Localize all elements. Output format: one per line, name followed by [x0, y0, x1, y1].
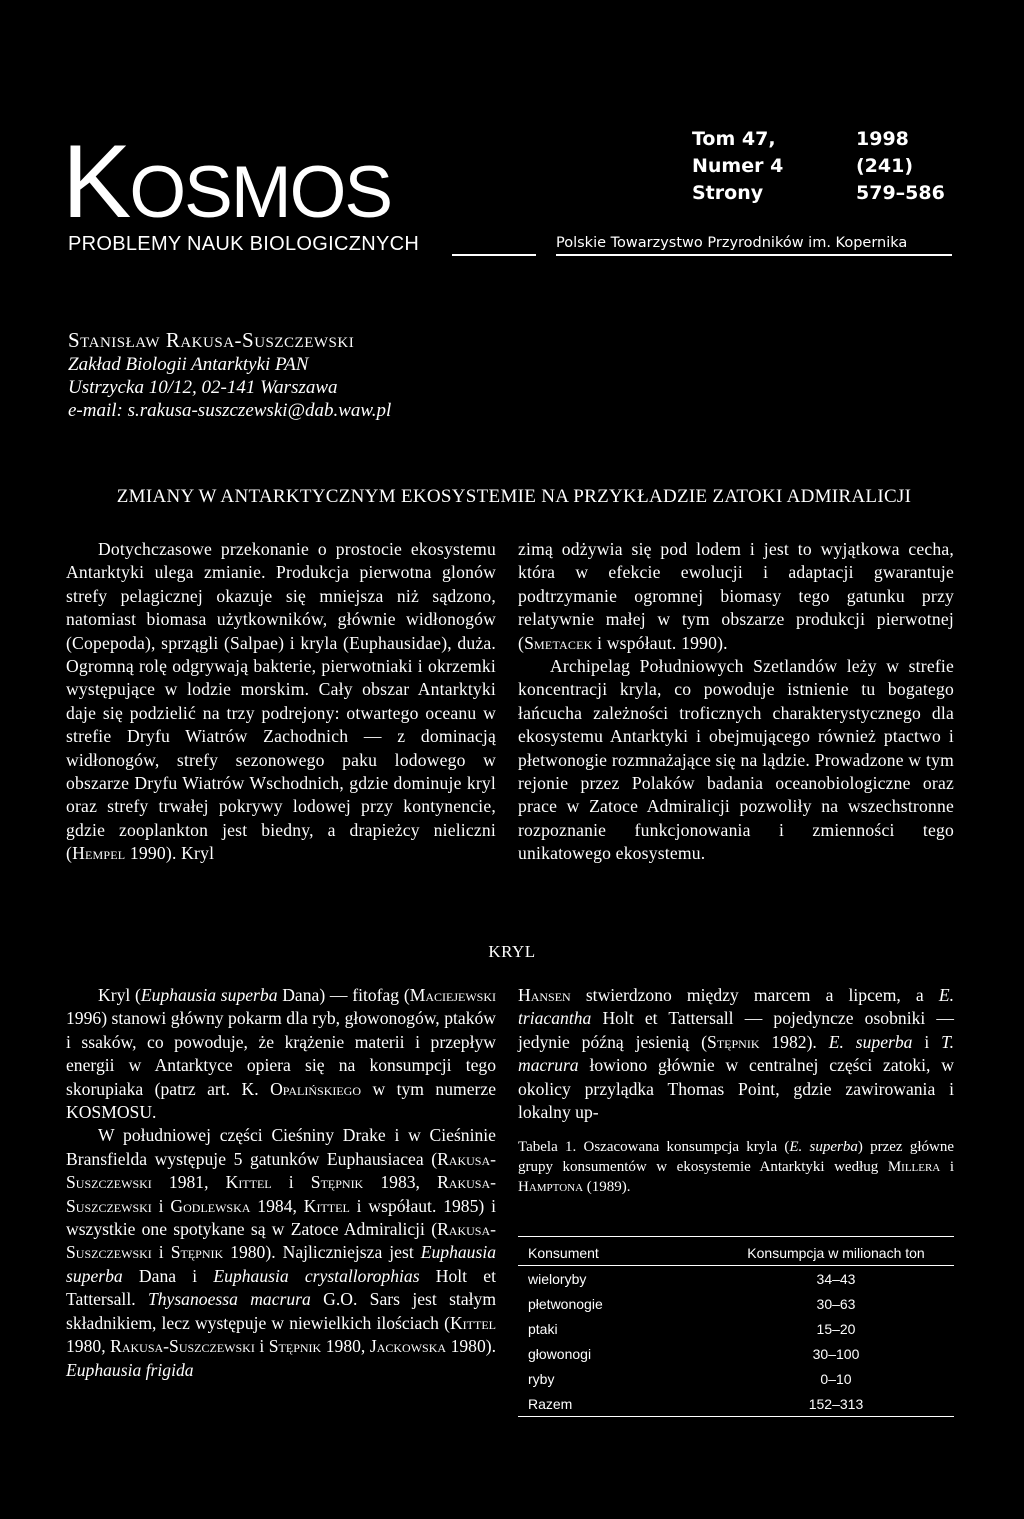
society-name: Polskie Towarzystwo Przyrodników im. Kopernika	[556, 235, 908, 251]
abstract-paragraph-2: Archipelag Południowych Szetlandów leży w strefie koncentracji kryla, co powoduje istnienie tu bogatego łańcucha zależności troficznych charakterystycznego dla ekosystemu Antarktyki i obejmującego również ptactwo i płetwonogie rozmnażające się na lądzie. Prowadzone w tym rejonie przez Polaków badania oceanobiologiczne oraz prace w Zatoce Admiralicji pozwoliły na wszechstronne rozpoznanie funkcjonowania i zmienności tego unikatowego ekosystemu.	[518, 656, 954, 864]
author-address: Ustrzycka 10/12, 02-141 Warszawa	[68, 377, 338, 398]
table-cell-name: głowonogi	[528, 1345, 592, 1362]
volume-value: 1998	[856, 128, 909, 150]
header-rule-left	[452, 254, 536, 256]
body-paragraph-1: Kryl (Euphausia superba Dana) — fitofag (Maciejewski 1996) stanowi główny pokarm dla ryb, głowonogów, ptaków i ssaków, co powoduje, że krążenie materii i przepływ energii w Antarktyce opiera się na konsumpcji tego skorupiaka (patrz art. K. Opalińskiego w tym numerze KOSMOSU.	[66, 985, 496, 1123]
table-row	[518, 1366, 954, 1391]
volume-label: Tom 47,	[692, 128, 776, 150]
abstract-left-column	[66, 538, 496, 866]
section-heading: KRYL	[488, 942, 536, 961]
table-header-consumer: Konsument	[528, 1245, 599, 1261]
table-cell-value: 152–313	[808, 1395, 864, 1412]
table-cell-value: 30–100	[812, 1345, 860, 1362]
number-value: (241)	[856, 155, 914, 177]
table-row	[518, 1291, 954, 1316]
table-cell-name: płetwonogie	[528, 1295, 603, 1312]
body-paragraph-continued: Hansen stwierdzono między marcem a lipcem, a E. triacantha Holt et Tattersall — pojedyncze osobniki — jedynie późną jesienią (Stępnik 1982). E. superba i T. macrura łowiono głównie w centralnej części zatoki, w okolicy przylądka Thomas Point, gdzie zawirowania i lokalny up-	[518, 985, 955, 1123]
pages-label: Strony	[692, 182, 764, 204]
citation: Smetacek	[524, 632, 593, 653]
table-cell-value: 34–43	[816, 1270, 856, 1287]
author-name: Stanisław Rakusa-Suszczewski	[68, 328, 355, 352]
author-affiliation-block	[68, 353, 391, 422]
author-email: e-mail: s.rakusa-suszczewski@dab.waw.pl	[68, 400, 392, 421]
body-left-column	[66, 984, 496, 1382]
table-caption: Tabela 1. Oszacowana konsumpcja kryla (E. superba) przez główne grupy konsumentów w ekosystemie Antarktyki według Millera i Hamptona (1989).	[518, 1139, 954, 1195]
table-cell-value: 15–20	[816, 1320, 856, 1337]
table-cell-name: ptaki	[528, 1320, 558, 1337]
abstract-paragraph: Dotychczasowe przekonanie o prostocie ekosystemu Antarktyki ulega zmianie. Produkcja pierwotna glonów strefy pelagicznej okazuje się mniejsza niż sądzono, natomiast biomasa użytkowników, głównie widłonogów (Copepoda), sprzągli (Salpae) i kryla (Euphausidae), duża. Ogromną rolę odgrywają bakterie, pierwotniaki i okrzemki występujące w lodzie morskim. Cały obszar Antarktyki daje się podzielić na trzy podrejony: otwartego oceanu w strefie Dryfu Wiatrów Zachodnich — z dominacją widłonogów, strefy sezonowego paku lodowego w obszarze Dryfu Wiatrów Wschodnich, gdzie dominuje kryl oraz strefy trwałej pokrywy lodowej przy kontynencie, gdzie zooplankton jest biedny, a drapieżcy nieliczni (Hempel 1990). Kryl	[66, 539, 496, 864]
article-title: ZMIANY W ANTARKTYCZNYM EKOSYSTEMIE NA PRZYKŁADZIE ZATOKI ADMIRALICJI	[116, 486, 912, 507]
table-cell-name: ryby	[528, 1370, 555, 1387]
consumption-table	[518, 1236, 954, 1417]
table-cell-name: Razem	[528, 1395, 573, 1412]
table-header-row	[518, 1237, 954, 1266]
table-row	[518, 1341, 954, 1366]
pages-value: 579–586	[856, 182, 945, 204]
journal-subtitle: PROBLEMY NAUK BIOLOGICZNYCH	[68, 233, 420, 255]
citation: Hempel	[72, 843, 126, 864]
table-cell-name: wieloryby	[528, 1270, 587, 1287]
table-cell-value: 0–10	[820, 1370, 852, 1387]
table-header-consumption: Konsumpcja w milionach ton	[747, 1245, 925, 1261]
table-cell-value: 30–63	[816, 1295, 856, 1312]
journal-logo: Kosmos	[62, 124, 392, 240]
author-affiliation: Zakład Biologii Antarktyki PAN	[68, 354, 309, 375]
number-label: Numer 4	[692, 155, 784, 177]
table-row	[518, 1316, 954, 1341]
issue-info	[692, 126, 952, 207]
header-rule-right	[556, 254, 952, 256]
abstract-paragraph-continued: zimą odżywia się pod lodem i jest to wyjątkowa cecha, która w efekcie ewolucji i adaptacji gwarantuje podtrzymanie ogromnej biomasy tego gatunku przy relatywnie małej w tym obszarze produkcji pierwotnej (Smetacek i współaut. 1990).	[518, 539, 954, 653]
table-row	[518, 1266, 954, 1292]
abstract-right-column	[518, 538, 954, 866]
body-right-column	[518, 984, 954, 1124]
table-row-total	[518, 1391, 954, 1417]
body-paragraph-2: W południowej części Cieśniny Drake i w Cieśninie Bransfielda występuje 5 gatunków Euphausiacea (Rakusa-Suszczewski 1981, Kittel i Stępnik 1983, Rakusa-Suszczewski i Godlewska 1984, Kittel i współaut. 1985) i wszystkie one spotykane są w Zatoce Admiralicji (Rakusa-Suszczewski i Stępnik 1980). Najliczniejsza jest Euphausia superba Dana i Euphausia crystallorophias Holt et Tattersall. Thysanoessa macrura G.O. Sars jest stałym składnikiem, lecz występuje w niewielkich ilościach (Kittel 1980, Rakusa-Suszczewski i Stępnik 1980, Jackowska 1980). Euphausia frigida	[66, 1125, 497, 1380]
